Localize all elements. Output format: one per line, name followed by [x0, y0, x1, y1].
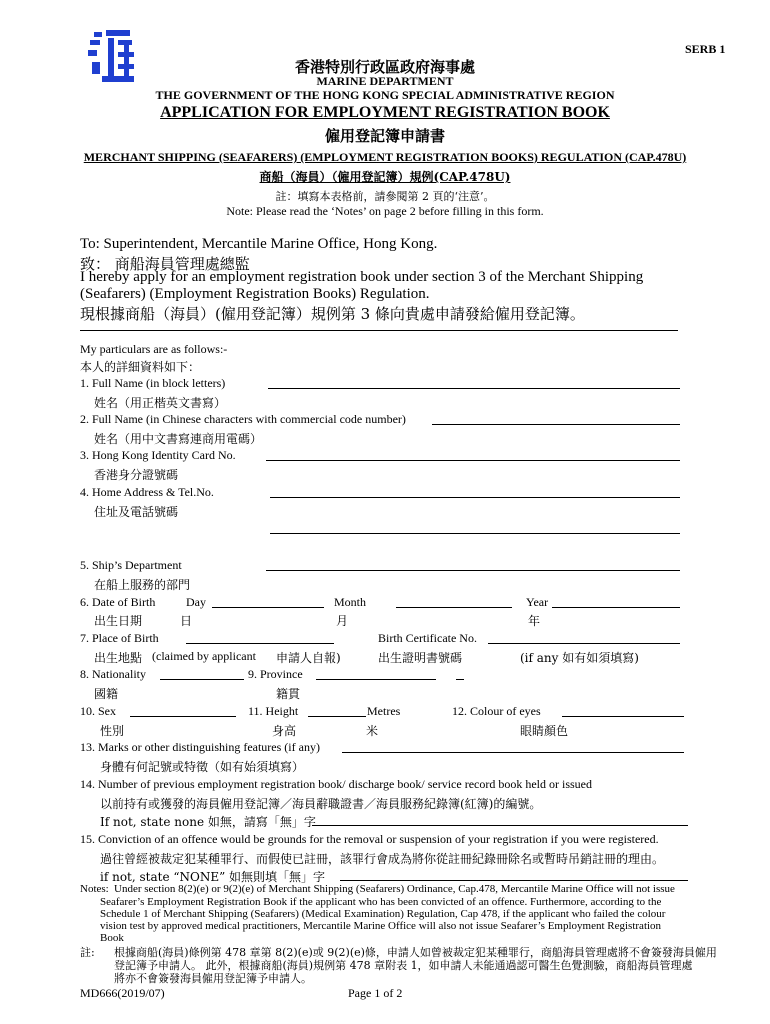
metres-label-chinese: 米	[366, 724, 379, 738]
birth-certificate-label: Birth Certificate No.	[378, 631, 477, 645]
hkid-label-chinese: 香港身分證號碼	[94, 468, 179, 482]
previous-book-none-instruction: If not, state none 如無，請寫「無」字	[100, 815, 316, 829]
sex-field[interactable]	[130, 716, 236, 717]
if-any-note: (if any 如有如須填寫)	[520, 651, 639, 665]
distinguishing-marks-label-chinese: 身體有何記號或特徵（如有始須填寫）	[100, 760, 305, 774]
address-field-line1[interactable]	[270, 497, 680, 498]
dob-month-field[interactable]	[396, 607, 512, 608]
height-label: 11. Height	[248, 704, 299, 718]
address-label: 4. Home Address & Tel.No.	[80, 485, 214, 499]
hkid-label: 3. Hong Kong Identity Card No.	[80, 448, 236, 462]
addressee-chinese: 致： 商船海員管理處總監	[80, 255, 250, 273]
particulars-heading-chinese: 本人的詳細資料如下：	[80, 360, 201, 374]
chinese-name-label-chinese: 姓名（用中文書寫連商用電碼）	[94, 432, 263, 446]
province-label-chinese: 籍貫	[276, 687, 301, 701]
notes-english-line5: Book	[100, 932, 124, 944]
metres-label: Metres	[367, 704, 401, 718]
application-statement-chinese: 現根據商船（海員）(僱用登記簿）規例第 3 條向貴處申請發給僱用登記簿。	[80, 305, 585, 323]
notes-chinese-line1: 根據商船(海員)條例第 478 章第 8(2)(e)或 9(2)(e)條，申請人如曾被裁定犯某種罪行，商船海員管理處將不會簽發海員僱用	[114, 946, 717, 959]
dob-year-label-chinese: 年	[528, 614, 541, 628]
ship-department-label-chinese: 在船上服務的部門	[94, 578, 191, 592]
dob-day-label-chinese: 日	[180, 614, 193, 628]
place-of-birth-label-chinese: 出生地點	[94, 651, 143, 665]
conviction-label-chinese: 過往曾經被裁定犯某種罪行、而假使已註冊，該罪行會成為將你從註冊紀錄冊除名或暫時吊銷註冊的理由。	[100, 852, 665, 866]
nationality-label-chinese: 國籍	[94, 687, 119, 701]
ship-department-field[interactable]	[266, 570, 680, 571]
nationality-label: 8. Nationality	[80, 667, 146, 681]
previous-book-field[interactable]	[312, 825, 688, 826]
particulars-heading-english: My particulars are as follows:-	[80, 342, 228, 356]
dob-day-field[interactable]	[212, 607, 324, 608]
full-name-label-chinese: 姓名（用正楷英文書寫）	[94, 396, 227, 410]
dob-year-field[interactable]	[552, 607, 680, 608]
dob-month-label: Month	[334, 595, 367, 609]
government-name: THE GOVERNMENT OF THE HONG KONG SPECIAL ADMINISTRATIVE REGION	[155, 88, 615, 102]
birth-certificate-label-chinese: 出生證明書號碼	[378, 651, 463, 665]
eye-colour-field[interactable]	[562, 716, 684, 717]
notes-english-line1: Under section 8(2)(e) or 9(2)(e) of Merchant Shipping (Seafarers) Ordinance, Cap.478, Mercantile Marine Office will not issue	[114, 883, 675, 895]
province-label: 9. Province	[248, 667, 303, 681]
dob-month-label-chinese: 月	[336, 614, 349, 628]
notes-english-line2: Seafarer’s Employment Registration Book if the applicant who has been convicted of an offence. Furthermore, according to the	[100, 896, 662, 908]
hkid-field[interactable]	[266, 460, 680, 461]
eye-colour-label-chinese: 眼睛顏色	[520, 724, 569, 738]
conviction-field[interactable]	[340, 880, 688, 881]
address-label-chinese: 住址及電話號碼	[94, 505, 179, 519]
address-field-line2[interactable]	[270, 533, 680, 534]
conviction-none-instruction: if not, state “NONE” 如無則填「無」字	[100, 870, 326, 884]
distinguishing-marks-field[interactable]	[342, 752, 684, 753]
distinguishing-marks-label: 13. Marks or other distinguishing features (if any)	[80, 740, 320, 754]
note-english: Note: Please read the ‘Notes’ on page 2 before filling in this form.	[226, 204, 544, 218]
document-code: MD666(2019/07)	[80, 986, 165, 1000]
dob-year-label: Year	[526, 595, 549, 609]
full-name-field[interactable]	[268, 388, 680, 389]
province-field-end	[456, 679, 464, 680]
notes-label: Notes:	[80, 883, 109, 895]
full-name-label: 1. Full Name (in block letters)	[80, 376, 226, 390]
place-of-birth-field[interactable]	[186, 643, 334, 644]
note-chinese: 註：填寫本表格前，請參閱第 2 頁的‘注意’。	[275, 190, 495, 203]
department-name-chinese: 香港特別行政區政府海事處	[294, 58, 475, 76]
sex-label: 10. Sex	[80, 704, 116, 718]
application-statement-line1: I hereby apply for an employment registration book under section 3 of the Merchant Shipping	[80, 269, 644, 285]
previous-book-label: 14. Number of previous employment registration book/ discharge book/ service record book held or issued	[80, 777, 592, 791]
notes-label-chinese: 註:	[80, 946, 95, 959]
conviction-label: 15. Conviction of an offence would be grounds for the removal or suspension of your registration if you were registered.	[80, 832, 659, 846]
birth-certificate-field[interactable]	[488, 643, 680, 644]
form-code: SERB 1	[685, 42, 726, 56]
page-number: Page 1 of 2	[348, 986, 403, 1000]
ship-department-label: 5. Ship’s Department	[80, 558, 182, 572]
form-title-chinese: 僱用登記簿申請書	[324, 127, 445, 145]
dob-label: 6. Date of Birth	[80, 595, 156, 609]
chinese-name-field[interactable]	[432, 424, 680, 425]
claimed-by-applicant-note-chinese: 申請人自報)	[276, 651, 341, 665]
claimed-by-applicant-note: (claimed by applicant	[152, 649, 256, 663]
notes-english-line3: Schedule 1 of Merchant Shipping (Seafarers) (Medical Examination) Regulation, Cap 478, if the applicant who failed the colour	[100, 908, 666, 920]
regulation-english: MERCHANT SHIPPING (SEAFARERS) (EMPLOYMENT REGISTRATION BOOKS) REGULATION (CAP.478U)	[83, 150, 687, 164]
height-label-chinese: 身高	[272, 724, 297, 738]
sex-label-chinese: 性別	[100, 724, 125, 738]
place-of-birth-label: 7. Place of Birth	[80, 631, 159, 645]
province-field[interactable]	[316, 679, 436, 680]
application-statement-line2: (Seafarers) (Employment Registration Books) Regulation.	[80, 286, 430, 302]
regulation-chinese: 商船（海員）（僱用登記簿）規例(CAP.478U)	[259, 170, 511, 184]
height-field[interactable]	[308, 716, 366, 717]
addressee-english: To: Superintendent, Mercantile Marine Office, Hong Kong.	[80, 236, 438, 252]
form-title-english: APPLICATION FOR EMPLOYMENT REGISTRATION BOOK	[160, 104, 610, 121]
dob-day-label: Day	[186, 595, 206, 609]
nationality-field[interactable]	[160, 679, 244, 680]
notes-chinese-line3: 將亦不會簽發海員僱用登記簿予申請人。	[114, 972, 312, 985]
department-name-english: MARINE DEPARTMENT	[316, 74, 454, 88]
dob-label-chinese: 出生日期	[94, 614, 143, 628]
notes-english-line4: vision test by approved medical practitioners, Mercantile Marine Office will also not issue Seafarer’s Employment Registration	[100, 920, 662, 932]
section-divider	[80, 330, 678, 331]
chinese-name-label: 2. Full Name (in Chinese characters with commercial code number)	[80, 412, 406, 426]
previous-book-label-chinese: 以前持有或獲發的海員僱用登記簿／海員辭職證書／海員服務紀錄簿(紅簿)的編號。	[100, 797, 542, 811]
eye-colour-label: 12. Colour of eyes	[452, 704, 541, 718]
notes-chinese-line2: 登記簿予申請人。 此外，根據商船(海員)規例第 478 章附表 1，如申請人未能通過認可醫生色覺測驗，商船海員管理處	[114, 959, 693, 972]
